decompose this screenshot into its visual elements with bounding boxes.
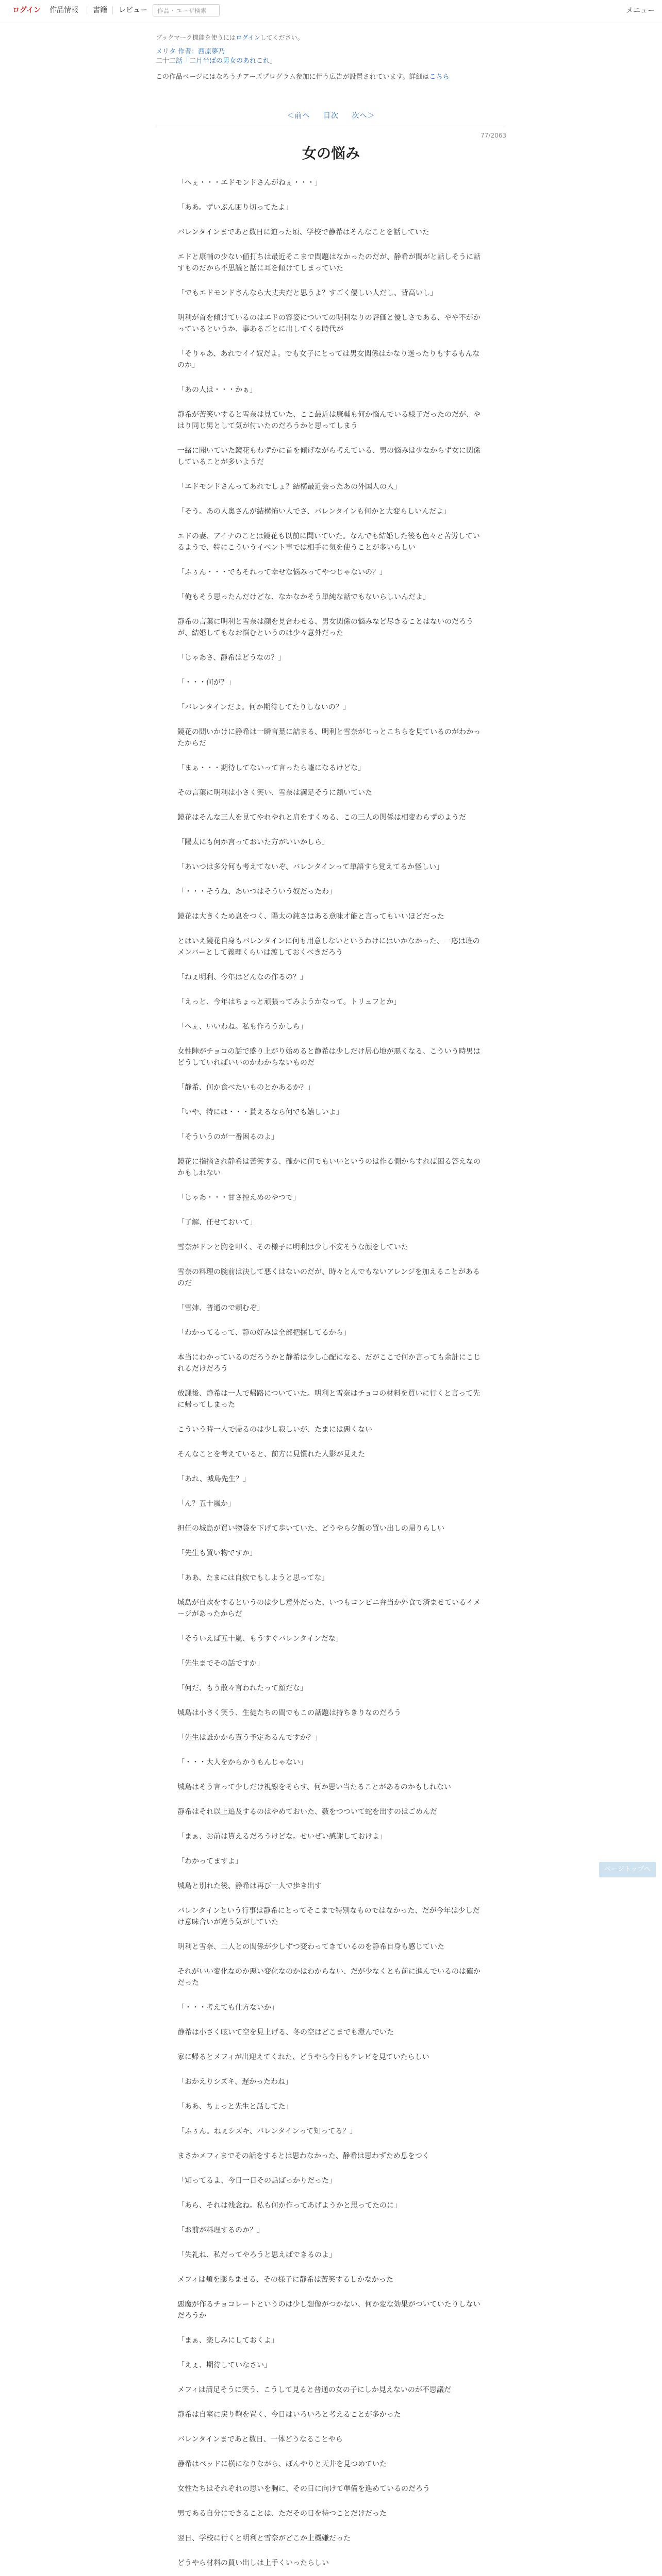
body-paragraph: 「へぇ・・・エドモンドさんがねぇ・・・」: [177, 179, 322, 187]
body-paragraph: 「失礼ね、私だってやろうと思えばできるのよ」: [177, 2251, 336, 2259]
chapter-body: [177, 177, 485, 2576]
body-paragraph: 「何だ、もう散々言われたって顔だな」: [177, 1684, 307, 1692]
body-paragraph: 「雪姉、普通ので頼むぞ」: [177, 1304, 264, 1312]
body-paragraph: 静希の言葉に明利と雪奈は顔を見合わせる、男女関係の悩みなど尽きることはないのだろうが、結婚してもなお悩むというのは少々意外だった: [177, 618, 473, 637]
next-link[interactable]: 次へ＞: [352, 112, 375, 120]
body-paragraph: 鏡花は大きくため息をつく、陽太の鈍さはある意味才能と言ってもいいほどだった: [177, 912, 444, 921]
body-paragraph: 「静希、何か食べたいものとかあるか？」: [177, 1083, 315, 1092]
body-paragraph: どうやら材料の買い出しは上手くいったらしい: [177, 2559, 329, 2567]
prev-link[interactable]: ＜前へ: [287, 112, 310, 120]
body-paragraph: メフィは満足そうに笑う、こうして見ると普通の女の子にしか見えないのが不思議だ: [177, 2386, 451, 2394]
work-title-link[interactable]: メリタ 作者：: [156, 48, 198, 56]
body-paragraph: 城島が自炊をするというのは少し意外だった、いつもコンビニ弁当か外食で済ませているイメージがあったからだ: [177, 1599, 481, 1618]
body-paragraph: 「あら、それは残念ね。私も何か作ってあげようかと思ってたのに」: [177, 2201, 401, 2210]
body-paragraph: 「ああ。ずいぶん困り切ってたよ」: [177, 204, 293, 212]
nav-divider: [112, 6, 113, 14]
body-paragraph: 「ん？五十嵐か」: [177, 1500, 235, 1508]
body-paragraph: 「ふぅん・・・でもそれって幸せな悩みってやつじゃないの？」: [177, 568, 387, 577]
notice-text: してください。: [260, 34, 304, 41]
nav-item-works[interactable]: 作品情報: [49, 6, 78, 14]
body-paragraph: バレンタインまであと数日、一体どうなることやら: [177, 2435, 343, 2444]
body-paragraph: 「了解、任せておいて」: [177, 1218, 257, 1227]
body-paragraph: メフィは頬を膨らませる、その様子に静希は苦笑するしかなかった: [177, 2276, 393, 2284]
body-paragraph: バレンタインまであと数日に迫った頃、学校で静希はそんなことを話していた: [177, 228, 429, 236]
body-paragraph: エドの妻、アイナのことは鏡花も以前に聞いていた。なんでも結婚した後も色々と苦労しているようで、特にこういうイベント事では相手に気を使うことが多いらしい: [177, 532, 480, 552]
login-button[interactable]: ログイン: [7, 4, 46, 16]
body-paragraph: それがいい変化なのか悪い変化なのかはわからない、だが少なくとも前に進んでいるのは確かだった: [177, 1968, 481, 1987]
body-paragraph: バレンタインという行事は静希にとってそこまで特別なものではなかった、だが今年は少しだけ意味合いが違う気がしていた: [177, 1907, 480, 1926]
body-paragraph: 「陽太にも何か言っておいた方がいいかしら」: [177, 838, 329, 846]
body-paragraph: 静希はベッドに横になりながら、ぼんやりと天井を見つめていた: [177, 2460, 387, 2468]
body-paragraph: 一緒に聞いていた鏡花もわずかに首を傾げながら考えている、男の悩みは少なからず女に関係していることが多いようだ: [177, 447, 481, 466]
author-link[interactable]: 西原夢乃: [198, 48, 225, 56]
body-paragraph: 「わかってますよ」: [177, 1857, 242, 1866]
body-paragraph: まさかメフィまでその話をするとは思わなかった、静希は思わずため息をつく: [177, 2152, 429, 2160]
body-paragraph: 「先生までその話ですか」: [177, 1659, 264, 1668]
body-paragraph: 「・・・そうね、あいつはそういう奴だったわ」: [177, 888, 336, 896]
body-paragraph: 「ふぅん。ねぇシズキ、バレンタインって知ってる？」: [177, 2127, 357, 2136]
body-paragraph: 本当にわかっているのだろうかと静希は少し心配になる、だがここで何か言っても余計にこじれるだけだろう: [177, 1353, 481, 1373]
body-paragraph: 城島と別れた後、静希は再び一人で歩き出す: [177, 1882, 322, 1890]
body-paragraph: 鏡花はそんな三人を見てやれやれと肩をすくめる、この三人の関係は相変わらずのようだ: [177, 814, 466, 822]
body-paragraph: 「いや、特には・・・貰えるなら何でも嬉しいよ」: [177, 1108, 343, 1116]
body-paragraph: 「先生は誰かから貰う予定あるんですか？」: [177, 1734, 322, 1742]
menu-button[interactable]: メニュー: [626, 7, 655, 15]
bookmark-notice: [156, 33, 506, 42]
body-paragraph: 「わかってるって、静の好みは全部把握してるから」: [177, 1329, 351, 1337]
body-paragraph: 「ああ、たまには自炊でもしようと思ってな」: [177, 1574, 329, 1582]
ad-notice-text: この作品ページにはなろうチアーズプログラム参加に伴う広告が設置されています。詳細は: [156, 73, 429, 81]
body-paragraph: 雪奈の料理の腕前は決して悪くはないのだが、時々とんでもないアレンジを加えることがあるのだ: [177, 1268, 480, 1287]
nav-item-reviews[interactable]: レビュー: [119, 6, 147, 14]
body-paragraph: 「そういうのが一番困るのよ」: [177, 1133, 278, 1141]
body-paragraph: 「へぇ、いいわね。私も作ろうかしら」: [177, 1023, 307, 1031]
body-paragraph: 「あれ、城島先生？」: [177, 1475, 250, 1483]
body-paragraph: 「そう。あの人奥さんが結構怖い人でさ、バレンタインも何かと大変らしいんだよ」: [177, 507, 451, 516]
index-link[interactable]: 目次: [323, 112, 339, 120]
body-paragraph: 鏡花に指摘され静希は苦笑する、確かに何でもいいというのは作る側からすれば困る答えなのかもしれない: [177, 1158, 481, 1177]
body-paragraph: 「えっと、今年はちょっと頑張ってみようかなって。トリュフとか」: [177, 998, 401, 1006]
body-paragraph: そんなことを考えていると、前方に見慣れた人影が見えた: [177, 1450, 365, 1459]
body-paragraph: エドと康輔の少ない値打ちは最近そこまで問題はなかったのだが、静希が間がと話しそうに話すものだから不思議と話に耳を傾けてしまっていた: [177, 253, 481, 273]
series-title[interactable]: 二十二話「二月半ばの男女のあれこれ」: [156, 57, 277, 65]
page-number: 77/2063: [481, 132, 506, 139]
body-paragraph: 放課後、静希は一人で帰路についていた。明利と雪奈はチョコの材料を買いに行くと言って先に帰ってしまった: [177, 1389, 481, 1409]
body-paragraph: 鏡花の問いかけに静希は一瞬言葉に詰まる、明利と雪奈がじっとこちらを見ているのがわかったからだ: [177, 728, 481, 748]
body-paragraph: 「ねぇ明利、今年はどんなの作るの？」: [177, 973, 307, 981]
body-paragraph: 翌日、学校に行くと明利と雪奈がどこか上機嫌だった: [177, 2534, 351, 2543]
body-paragraph: 「エドモンドさんってあれでしょ？結構最近会ったあの外国人の人」: [177, 483, 401, 491]
body-paragraph: 「あいつは多分何も考えてないぞ、バレンタインって単語すら覚えてるか怪しい」: [177, 863, 444, 871]
body-paragraph: 「えぇ、期待していなさい」: [177, 2361, 271, 2369]
body-paragraph: 「そういえば五十嵐、もうすぐバレンタインだな」: [177, 1635, 343, 1643]
body-paragraph: 「じゃあさ、静希はどうなの？」: [177, 654, 286, 662]
search-input[interactable]: 作品・ユーザ検索: [153, 4, 220, 16]
ad-detail-link[interactable]: こちら: [429, 73, 450, 81]
nav-item-books[interactable]: 書籍: [93, 6, 107, 14]
body-paragraph: 「じゃあ・・・甘さ控えめのやつで」: [177, 1194, 300, 1202]
body-paragraph: 女性たちはそれぞれの思いを胸に、その日に向けて準備を進めているのだろう: [177, 2485, 430, 2493]
body-paragraph: 女性陣がチョコの話で盛り上がり始めると静希は少しだけ居心地が悪くなる、こういう時男はどうしていればいいのかわからないものだ: [177, 1047, 481, 1067]
body-paragraph: とはいえ鏡花自身もバレンタインに何も用意しないというわけにはいかなかった、一応は班のメンバーとして義理くらいは渡しておくべきだろう: [177, 937, 480, 957]
body-paragraph: 「お前が料理するのか？」: [177, 2226, 264, 2234]
chapter-pager: [0, 110, 662, 121]
body-paragraph: 静希は自室に戻り鞄を置く、今日はいろいろと考えることが多かった: [177, 2411, 401, 2419]
body-paragraph: 「俺もそう思ったんだけどな、なかなかそう単純な話でもないらしいんだよ」: [177, 593, 430, 601]
top-nav: [0, 0, 662, 23]
body-paragraph: 「まぁ・・・期待してないって言ったら嘘になるけどな」: [177, 764, 365, 772]
body-paragraph: 「・・・考えても仕方ないか」: [177, 2004, 278, 2012]
page-top-button[interactable]: ページトップへ: [599, 1862, 656, 1877]
body-paragraph: 「ああ、ちょっと先生と話してた」: [177, 2103, 293, 2111]
body-paragraph: 「・・・何が？」: [177, 679, 235, 687]
body-paragraph: 静希は小さく呟いて空を見上げる、冬の空はどこまでも澄んでいた: [177, 2028, 394, 2037]
body-paragraph: 「バレンタインだよ。何か期待してたりしないの？」: [177, 703, 350, 711]
chapter-title: 女の悩み: [302, 145, 360, 162]
body-paragraph: 「まぁ、楽しみにしておくよ」: [177, 2336, 278, 2345]
body-paragraph: 静希が苦笑いすると雪奈は見ていた、ここ最近は康輔も何か悩んでいる様子だったのだが、やはり同じ男として気が付いたのだろうかと思ってしまう: [177, 411, 481, 430]
body-paragraph: 「まぁ、お前は貰えるだろうけどな。せいぜい感謝しておけよ」: [177, 1833, 387, 1841]
notice-text: ブックマーク機能を使うには: [156, 34, 236, 41]
work-title-line: [156, 47, 506, 57]
body-paragraph: 「知ってるよ、今日一日その話ばっかりだった」: [177, 2177, 336, 2185]
body-paragraph: その言葉に明利は小さく笑い、雪奈は満足そうに頷いていた: [177, 789, 372, 797]
work-info: [156, 33, 506, 82]
body-paragraph: 「・・・大人をからかうもんじゃない」: [177, 1758, 307, 1767]
body-paragraph: 担任の城島が買い物袋を下げて歩いていた、どうやら夕飯の買い出しの帰りらしい: [177, 1524, 444, 1533]
body-paragraph: こういう時一人で帰るのは少し寂しいが、たまには悪くない: [177, 1426, 372, 1434]
login-link[interactable]: ログイン: [236, 34, 260, 41]
body-paragraph: 城島はそう言って少しだけ視線をそらす、何か思い当たることがあるのかもしれない: [177, 1783, 451, 1791]
body-paragraph: 「おかえりシズキ、遅かったわね」: [177, 2078, 293, 2086]
body-paragraph: 家に帰るとメフィが出迎えてくれた、どうやら今日もテレビを見ていたらしい: [177, 2053, 429, 2061]
ad-notice: [156, 72, 506, 82]
body-paragraph: 悪魔が作るチョコレートというのは少し想像がつかない、何か変な効果がついていたりしないだろうか: [177, 2300, 481, 2320]
body-paragraph: 雪奈がドンと胸を叩く、その様子に明利は少し不安そうな顔をしていた: [177, 1243, 408, 1251]
body-paragraph: 明利が首を傾けているのはエドの容姿についての明利なりの評価と優しさである、やや不がかっているというか、事あるごとに出してくる時代が: [177, 314, 481, 333]
body-paragraph: 「でもエドモンドさんなら大丈夫だと思うよ？すごく優しい人だし、背高いし」: [177, 289, 437, 297]
body-paragraph: 「そりゃあ、あれでイイ奴だよ。でも女子にとっては男女関係はかなり迷ったりもするもんなのか」: [177, 350, 480, 369]
body-paragraph: 「先生も買い物ですか」: [177, 1549, 257, 1557]
body-paragraph: 静希はそれ以上追及するのはやめておいた、藪をつついて蛇を出すのはごめんだ: [177, 1808, 437, 1816]
body-paragraph: 城島は小さく笑う、生徒たちの間でもこの話題は持ちきりなのだろう: [177, 1709, 401, 1717]
body-paragraph: 「あの人は・・・かぁ」: [177, 386, 257, 394]
body-paragraph: 明利と雪奈、二人との関係が少しずつ変わってきているのを静希自身も感じていた: [177, 1943, 444, 1951]
body-paragraph: 男である自分にできることは、ただその日を待つことだけだった: [177, 2510, 387, 2518]
